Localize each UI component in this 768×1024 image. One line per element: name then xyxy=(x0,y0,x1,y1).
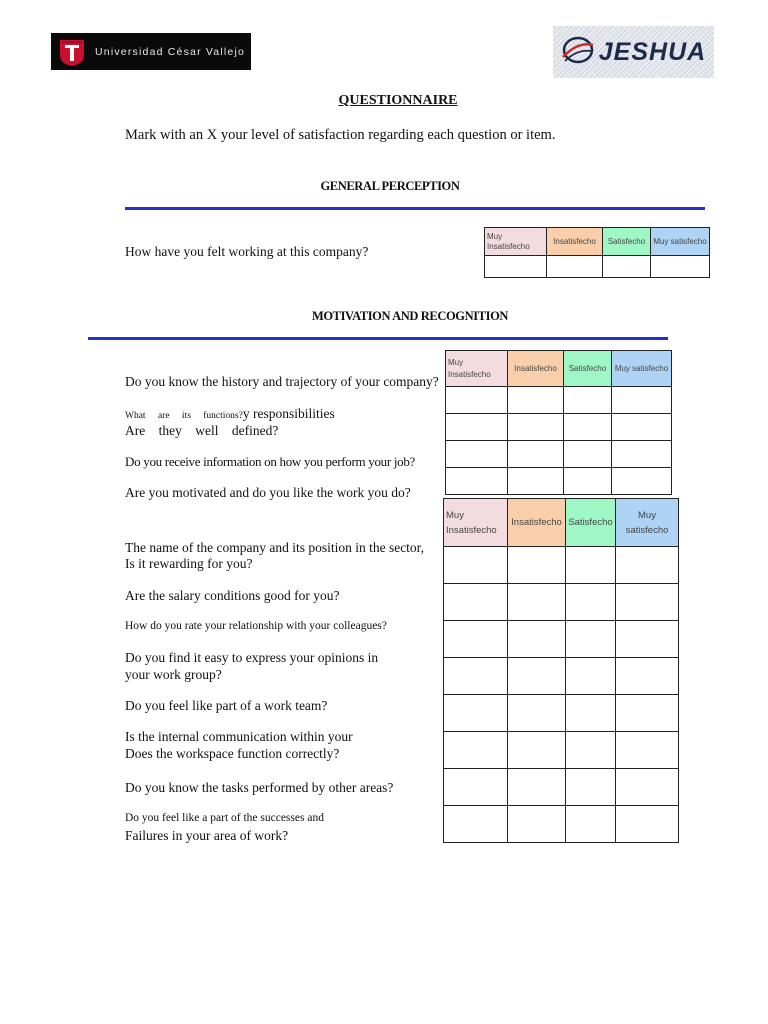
header-dissatisfied: Insatisfecho xyxy=(547,228,603,256)
ucv-logo xyxy=(51,33,251,70)
answer-cell[interactable] xyxy=(616,732,679,769)
question-company-name-line1: The name of the company and its position in the sector, xyxy=(125,540,425,555)
question-communication-line1: Is the internal communication within your xyxy=(125,729,353,744)
table-row xyxy=(444,806,679,843)
answer-cell[interactable] xyxy=(564,441,612,468)
jeshua-logo xyxy=(553,26,714,78)
answer-cell[interactable] xyxy=(508,584,566,621)
question-general-feeling: How have you felt working at this company? xyxy=(125,244,369,259)
answer-cell[interactable] xyxy=(508,806,566,843)
answer-cell[interactable] xyxy=(444,695,508,732)
header-very-satisfied: Muy satisfecho xyxy=(651,228,710,256)
jeshua-globe-icon xyxy=(561,35,595,70)
section-heading-motivation: MOTIVATION AND RECOGNITION xyxy=(311,309,509,323)
section-divider-general xyxy=(125,207,705,210)
question-opinions-line2: your work group? xyxy=(125,667,222,682)
table-row xyxy=(446,441,672,468)
answer-cell[interactable] xyxy=(508,414,564,441)
answer-cell[interactable] xyxy=(444,732,508,769)
question-work-team: Do you feel like part of a work team? xyxy=(125,698,328,713)
table-row xyxy=(444,621,679,658)
answer-cell[interactable] xyxy=(444,658,508,695)
answer-cell[interactable] xyxy=(547,256,603,278)
section-heading-general: GENERAL PERCEPTION xyxy=(320,179,460,193)
header-very-dissatisfied: Muy Insatisfecho xyxy=(485,228,547,256)
table-row xyxy=(444,658,679,695)
answer-cell[interactable] xyxy=(566,584,616,621)
question-company-history: Do you know the history and trajectory of your company? xyxy=(125,374,439,389)
answer-cell[interactable] xyxy=(612,387,672,414)
answer-cell[interactable] xyxy=(566,732,616,769)
answer-cell[interactable] xyxy=(444,621,508,658)
answer-cell[interactable] xyxy=(485,256,547,278)
answer-cell[interactable] xyxy=(446,414,508,441)
answer-cell[interactable] xyxy=(508,441,564,468)
header-very-dissatisfied: Muy Insatisfecho xyxy=(446,351,508,387)
answer-cell[interactable] xyxy=(508,695,566,732)
table-row xyxy=(446,387,672,414)
question-successes-line1: Do you feel like a part of the successes and xyxy=(125,812,324,824)
question-performance-info: Do you receive information on how you perform your job? xyxy=(125,454,416,469)
answer-cell[interactable] xyxy=(603,256,651,278)
answer-cell[interactable] xyxy=(444,584,508,621)
answer-cell[interactable] xyxy=(612,414,672,441)
rating-grid-motivation-b xyxy=(443,498,679,843)
answer-cell[interactable] xyxy=(508,547,566,584)
answer-cell[interactable] xyxy=(612,468,672,495)
ucv-logo-text: Universidad César Vallejo xyxy=(95,45,246,58)
question-functions: What are its functions?y responsibilities xyxy=(125,406,335,421)
header-very-satisfied: Muy satisfecho xyxy=(616,499,679,547)
grid-header-row xyxy=(446,351,672,387)
answer-cell[interactable] xyxy=(444,547,508,584)
table-row xyxy=(446,468,672,495)
answer-cell[interactable] xyxy=(616,769,679,806)
page-title: QUESTIONNAIRE xyxy=(338,93,458,108)
header-very-satisfied: Muy satisfecho xyxy=(612,351,672,387)
answer-cell[interactable] xyxy=(446,468,508,495)
answer-cell[interactable] xyxy=(508,468,564,495)
answer-cell[interactable] xyxy=(566,769,616,806)
answer-cell[interactable] xyxy=(508,387,564,414)
answer-cell[interactable] xyxy=(616,658,679,695)
table-row xyxy=(444,769,679,806)
answer-cell[interactable] xyxy=(616,547,679,584)
answer-cell[interactable] xyxy=(508,732,566,769)
question-motivation: Are you motivated and do you like the work you do? xyxy=(125,485,411,500)
header-satisfied: Satisfecho xyxy=(564,351,612,387)
answer-cell[interactable] xyxy=(566,621,616,658)
answer-cell[interactable] xyxy=(616,806,679,843)
header-very-dissatisfied: Muy Insatisfecho xyxy=(444,499,508,547)
table-row xyxy=(444,695,679,732)
question-successes-line2: Failures in your area of work? xyxy=(125,828,289,843)
table-row xyxy=(444,732,679,769)
answer-cell[interactable] xyxy=(444,769,508,806)
answer-cell[interactable] xyxy=(612,441,672,468)
answer-cell[interactable] xyxy=(566,806,616,843)
answer-cell[interactable] xyxy=(651,256,710,278)
table-row xyxy=(444,584,679,621)
rating-grid-motivation-a xyxy=(445,350,672,495)
answer-cell[interactable] xyxy=(564,414,612,441)
header-satisfied: Satisfecho xyxy=(566,499,616,547)
table-row xyxy=(485,256,710,278)
answer-cell[interactable] xyxy=(444,806,508,843)
question-opinions-line1: Do you find it easy to express your opinions in xyxy=(125,650,379,665)
answer-cell[interactable] xyxy=(566,547,616,584)
header-dissatisfied: Insatisfecho xyxy=(508,499,566,547)
rating-grid-general xyxy=(484,227,710,278)
table-row xyxy=(444,547,679,584)
grid-header-row xyxy=(485,228,710,256)
question-communication-line2: Does the workspace function correctly? xyxy=(125,746,340,761)
question-other-areas: Do you know the tasks performed by other areas? xyxy=(125,780,394,795)
question-colleagues: How do you rate your relationship with your colleagues? xyxy=(125,620,387,632)
header-satisfied: Satisfecho xyxy=(603,228,651,256)
answer-cell[interactable] xyxy=(616,584,679,621)
answer-cell[interactable] xyxy=(566,695,616,732)
answer-cell[interactable] xyxy=(564,468,612,495)
header-dissatisfied: Insatisfecho xyxy=(508,351,564,387)
question-company-name-line2: Is it rewarding for you? xyxy=(125,556,253,571)
answer-cell[interactable] xyxy=(446,387,508,414)
answer-cell[interactable] xyxy=(566,658,616,695)
answer-cell[interactable] xyxy=(446,441,508,468)
answer-cell[interactable] xyxy=(508,658,566,695)
question-salary: Are the salary conditions good for you? xyxy=(125,588,340,603)
ucv-shield-icon xyxy=(57,37,87,67)
answer-cell[interactable] xyxy=(508,621,566,658)
answer-cell[interactable] xyxy=(508,769,566,806)
answer-cell[interactable] xyxy=(616,695,679,732)
question-functions-line2: Are they well defined? xyxy=(125,423,279,438)
grid-header-row xyxy=(444,499,679,547)
table-row xyxy=(446,414,672,441)
section-divider-motivation xyxy=(88,337,668,340)
instructions: Mark with an X your level of satisfaction regarding each question or item. xyxy=(125,127,556,143)
answer-cell[interactable] xyxy=(564,387,612,414)
jeshua-logo-text: JESHUA xyxy=(598,37,707,66)
answer-cell[interactable] xyxy=(616,621,679,658)
